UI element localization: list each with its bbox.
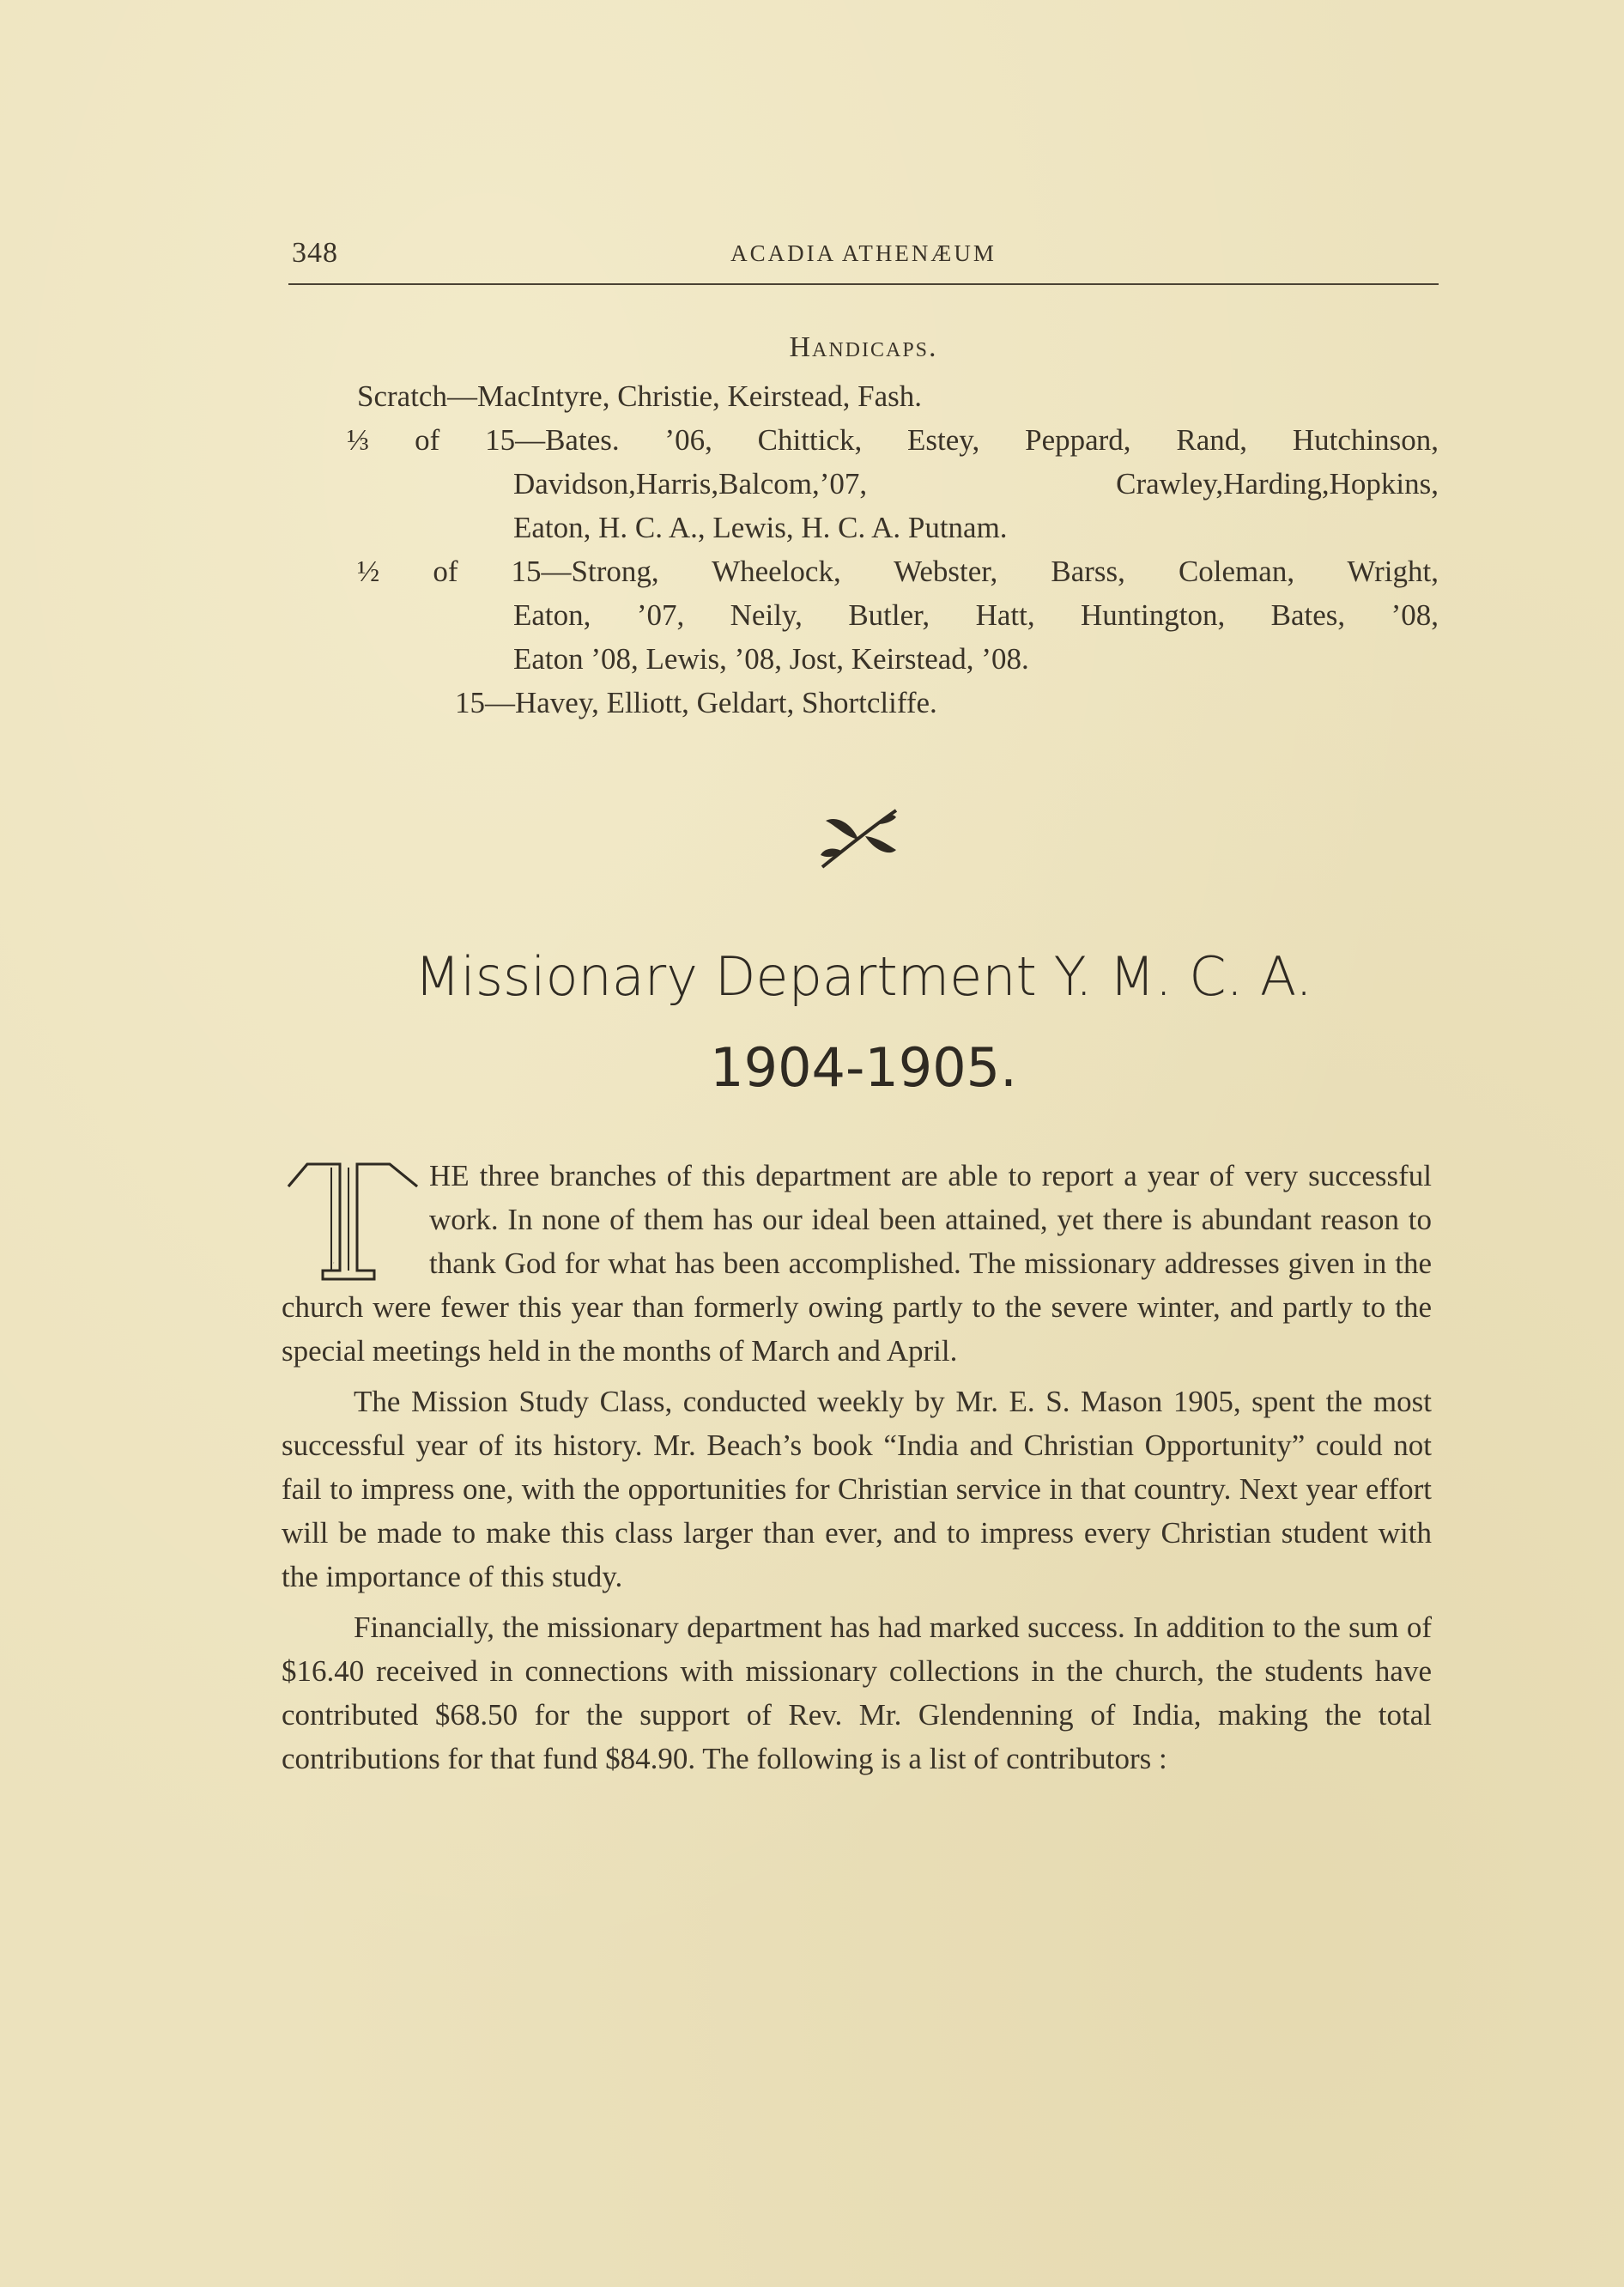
handicap-list bbox=[288, 374, 1439, 725]
paragraph-1: HE three branches of this department are able to report a year of very successful work. In none of them has our ideal been attained, yet there is abundant reason to thank God for what has been accomplished. The missionary addresses given in the church were fewer this year than formerly owing partly to the severe winter, and partly to the special meetings held in the months of March and April. bbox=[282, 1159, 1432, 1368]
journal-title: ACADIA ATHENÆUM bbox=[730, 240, 997, 266]
handicap-line: ½ of 15—Strong, Wheelock, Webster, Barss, Coleman, Wright, bbox=[357, 555, 1439, 588]
handicap-line: Eaton, ’07, Neily, Butler, Hatt, Huntington, Bates, ’08, bbox=[513, 598, 1439, 632]
handicap-line: Eaton ’08, Lewis, ’08, Jost, Keirstead, ’08. bbox=[513, 642, 1029, 676]
header-rule bbox=[288, 283, 1439, 285]
handicaps-heading: Handicaps. bbox=[789, 331, 938, 363]
drop-cap-letter bbox=[282, 1156, 426, 1284]
article-body bbox=[282, 1154, 1432, 1787]
handicap-line: Scratch—MacIntyre, Christie, Keirstead, Fash. bbox=[357, 379, 923, 413]
leaf-ornament-icon bbox=[817, 807, 900, 869]
handicap-line: Davidson,Harris,Balcom,’07, Crawley,Harding,Hopkins, bbox=[513, 467, 1439, 500]
article-title: Missionary Department Y. M. C. A. bbox=[415, 945, 1312, 1008]
article-years: 1904-1905. bbox=[710, 1036, 1017, 1099]
drop-cap-text: T bbox=[333, 1263, 335, 1265]
paragraph-3: Financially, the missionary department has had marked success. In addition to the sum of $16.40 received in connections with missionary collections in the church, the students have contributed $68.50 for the support of Rev. Mr. Glendenning of India, making the total contributions for that fund $84.90. The following is a list of contributors : bbox=[282, 1611, 1432, 1775]
handicap-line: Eaton, H. C. A., Lewis, H. C. A. Putnam. bbox=[513, 511, 1008, 544]
running-header bbox=[288, 234, 1439, 285]
handicap-line: ⅓ of 15—Bates. ’06, Chittick, Estey, Peppard, Rand, Hutchinson, bbox=[347, 423, 1439, 457]
page-number: 348 bbox=[292, 237, 338, 269]
handicap-line: 15—Havey, Elliott, Geldart, Shortcliffe. bbox=[455, 686, 937, 719]
paragraph-2: The Mission Study Class, conducted weekly by Mr. E. S. Mason 1905, spent the most successful year of its history. Mr. Beach’s book “India and Christian Opportunity” could not fail to impress one, with the opportunities for Christian service in that country. Next year effort will be made to make this class larger than ever, and to impress every Christian student with the importance of this study. bbox=[282, 1385, 1432, 1593]
